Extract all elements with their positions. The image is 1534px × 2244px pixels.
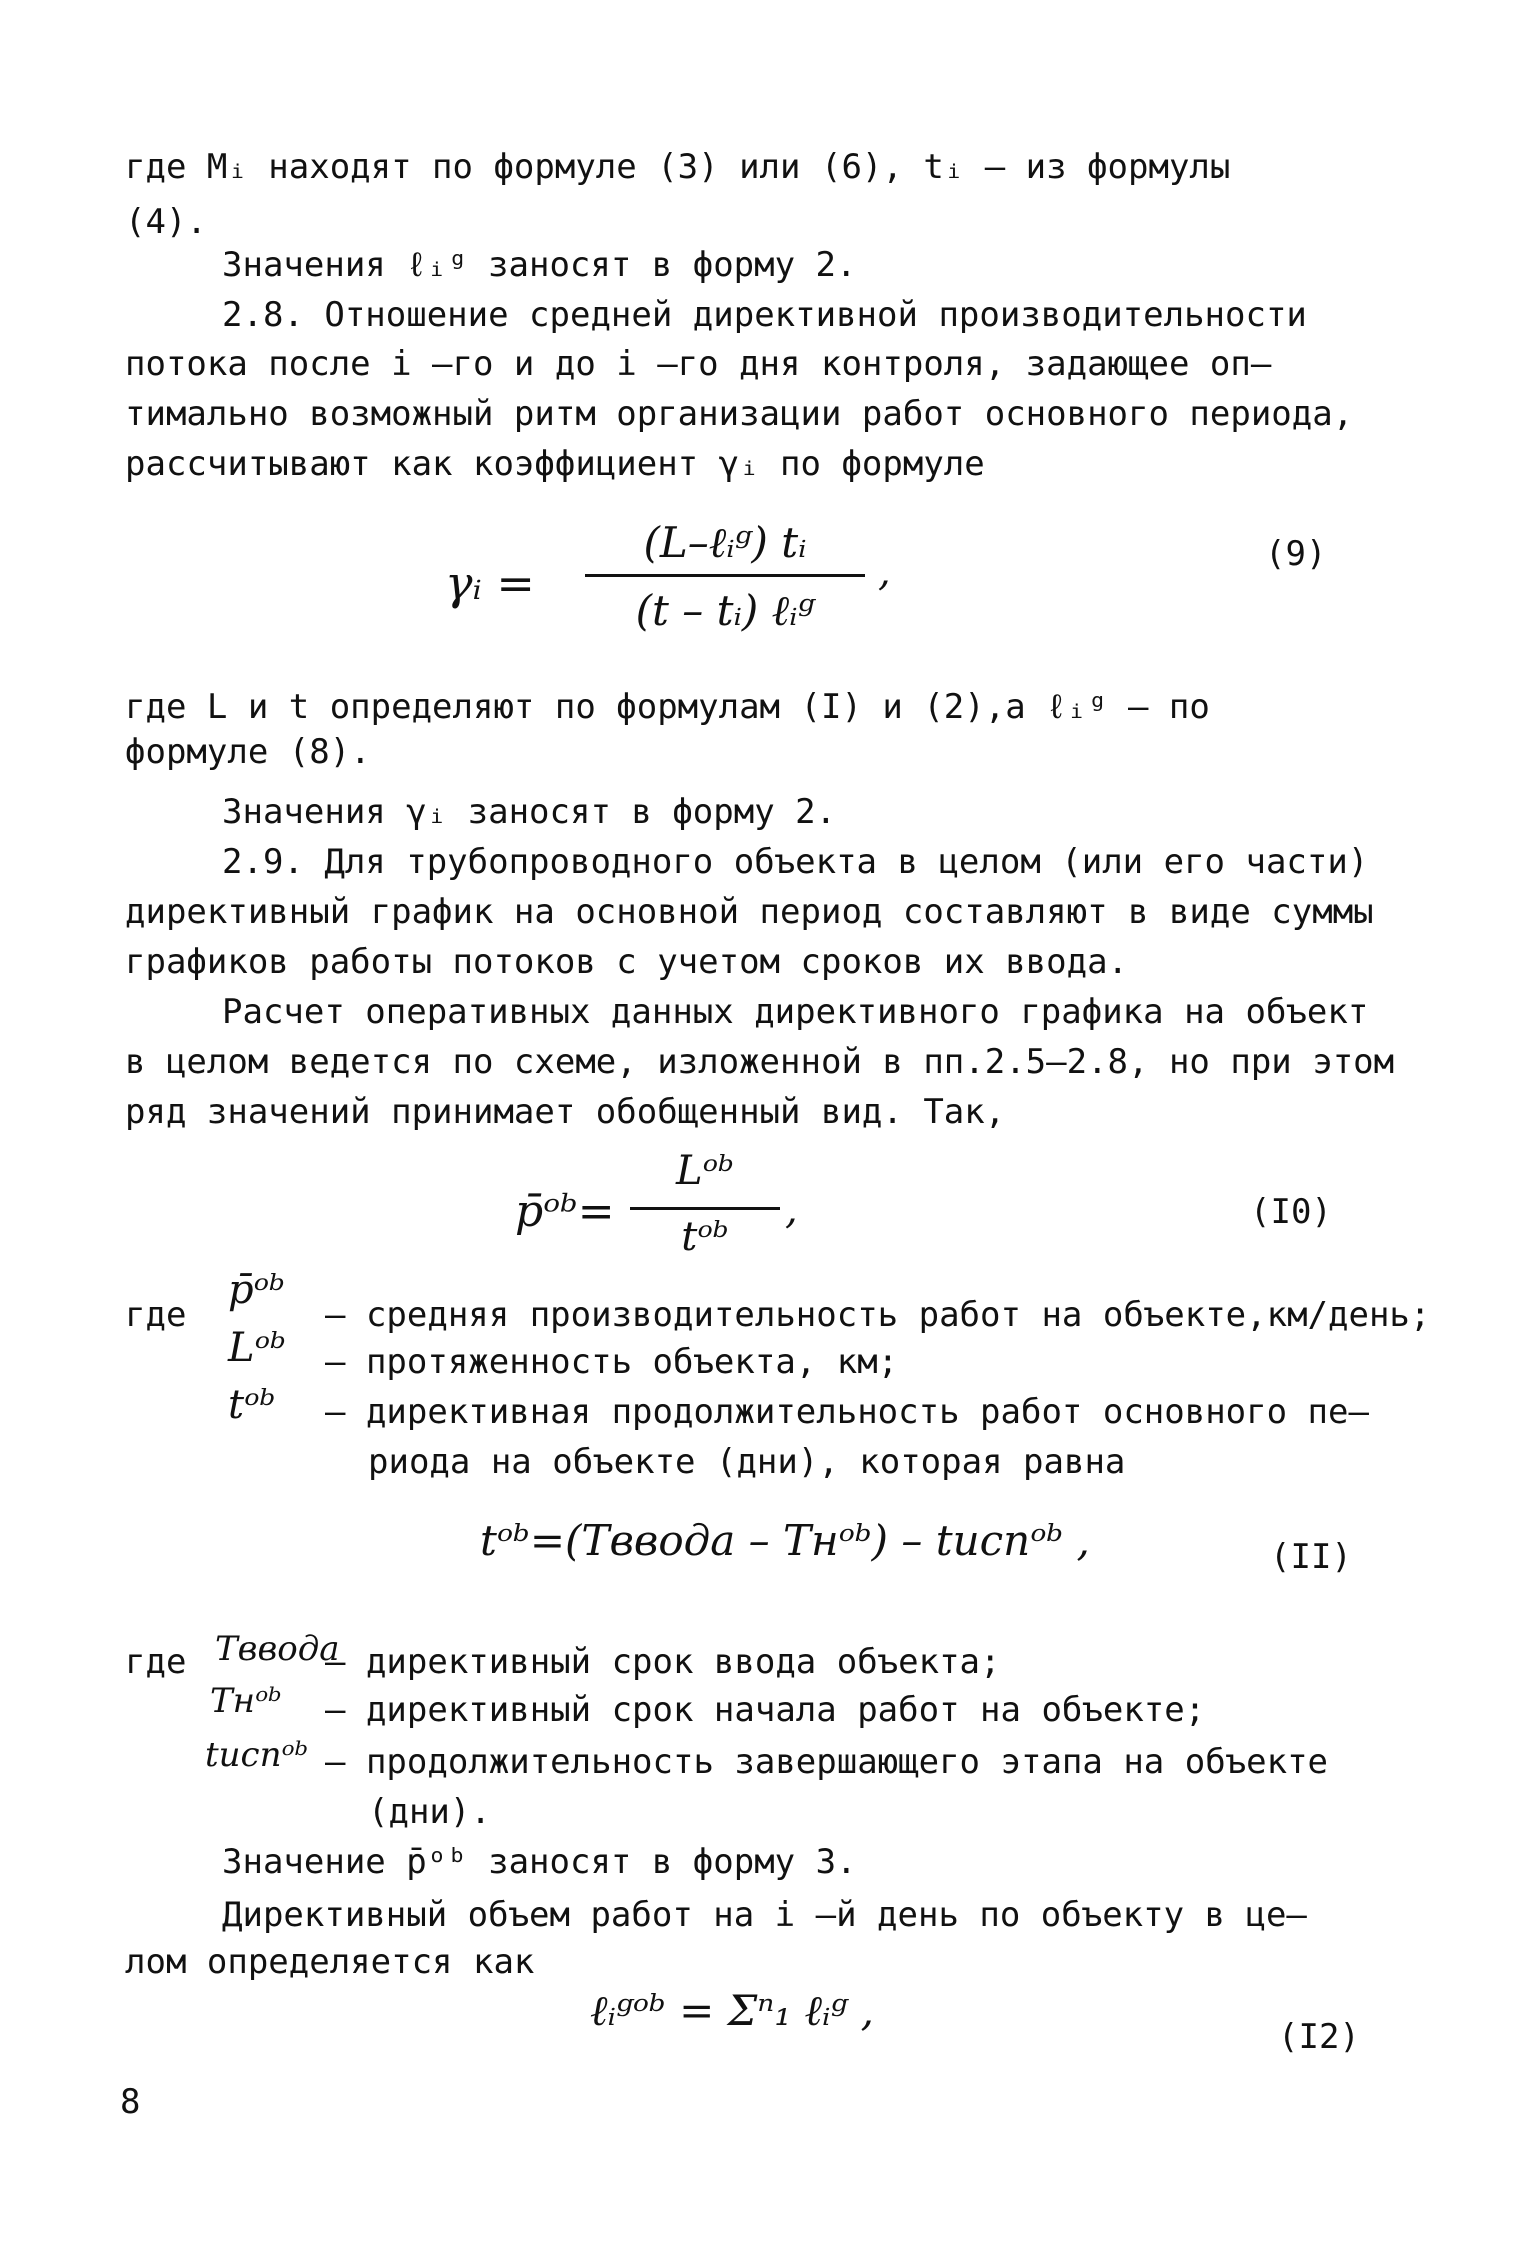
- text-line: Значение p̄ᵒᵇ заносят в форму 3.: [222, 1842, 857, 1882]
- text-line: формуле (8).: [125, 732, 371, 772]
- text-line: где L и t определяют по формулам (I) и (2),а ℓᵢᵍ – по: [125, 687, 1210, 727]
- text-line: где: [125, 1295, 187, 1335]
- text-line: Директивный объем работ на i –й день по объекту в це–: [222, 1895, 1307, 1935]
- text-line: (дни).: [368, 1792, 491, 1832]
- formula-12: ℓᵢᵍᵒᵇ = Σⁿ₁ ℓᵢᵍ ,: [590, 1986, 874, 2035]
- document-page: где Mᵢ находят по формуле (3) или (6), tᵢ – из формулы (4). Значения ℓᵢᵍ заносят в форму 2. 2.8. Отношение средней директивной производительности потока после i –го и до i –го дня контроля, задающее оп– тимально возможный ритм организации работ основного периода, рассчитывают как коэффициент γᵢ по формуле γᵢ = (L–ℓᵢᵍ) tᵢ (t – tᵢ) ℓᵢᵍ , (9) где L и t определяют по формулам (I) и (2),а ℓᵢᵍ – по формуле (8). Значения γᵢ заносят в форму 2. 2.9. Для трубопроводного объекта в целом (или его части) директивный график на основной период составляют в виде суммы графиков работы потоков с учетом сроков их ввода. Расчет оперативных данных директивного графика на объект в целом ведется по схеме, изложенной в пп.2.5–2.8, но при этом ряд значений принимает обобщенный вид. Так, p̄ᵒᵇ= Lᵒᵇ tᵒᵇ , (I0) где p̄ᵒᵇ – средняя производительность работ на объекте,км/день; Lᵒᵇ – протяженность объекта, км; tᵒᵇ – директивная продолжительность работ основного пе– риода на объекте (дни), которая равна tᵒᵇ=(Tввода – Tнᵒᵇ) – tиспᵒᵇ , (II) где Tввода – директивный срок ввода объекта; Tнᵒᵇ – директивный срок начала работ на объекте; tиспᵒᵇ – продолжительность завершающего этапа на объекте (дни). Значение p̄ᵒᵇ заносят в форму 3. Директивный объем работ на i –й день по объекту в це– лом определяется как ℓᵢᵍᵒᵇ = Σⁿ₁ ℓᵢᵍ , (I2) 8: [120, 147, 1431, 2122]
- fraction-bar: [630, 1207, 780, 1210]
- text-line: Значения γᵢ заносят в форму 2.: [222, 792, 837, 832]
- symbol-L-ob: Lᵒᵇ: [228, 1325, 286, 1371]
- text-line: тимально возможный ритм организации работ основного периода,: [125, 394, 1354, 434]
- text-line: директивный график на основной период составляют в виде суммы: [125, 892, 1374, 932]
- text-line: – продолжительность завершающего этапа на объекте: [325, 1742, 1329, 1782]
- equation-number: (9): [1265, 534, 1327, 574]
- text-line: в целом ведется по схеме, изложенной в пп.2.5–2.8, но при этом: [125, 1042, 1395, 1082]
- text-line: где: [125, 1642, 187, 1682]
- text-line: рассчитывают как коэффициент γᵢ по формуле: [125, 444, 985, 484]
- formula-10-numerator: Lᵒᵇ: [676, 1148, 734, 1194]
- text-line: – директивная продолжительность работ основного пе–: [325, 1392, 1369, 1432]
- equation-number: (I2): [1278, 2017, 1360, 2057]
- section-heading: 2.9. Для трубопроводного объекта в целом (или его части): [222, 842, 1369, 882]
- text-line: (4).: [125, 202, 207, 242]
- text-line: Расчет оперативных данных директивного графика на объект: [222, 992, 1369, 1032]
- text-line: где Mᵢ находят по формуле (3) или (6), tᵢ – из формулы: [125, 147, 1231, 187]
- text-line: графиков работы потоков с учетом сроков их ввода.: [125, 942, 1129, 982]
- text-line: Значения ℓᵢᵍ заносят в форму 2.: [222, 245, 857, 285]
- symbol-T-vvoda: Tввода: [215, 1629, 340, 1669]
- formula-9-denominator: (t – tᵢ) ℓᵢᵍ: [635, 586, 815, 635]
- text-line: ряд значений принимает обобщенный вид. Так,: [125, 1092, 1006, 1132]
- text-line: – директивный срок начала работ на объекте;: [325, 1690, 1206, 1730]
- symbol-T-n-ob: Tнᵒᵇ: [210, 1681, 282, 1721]
- formula-10-denominator: tᵒᵇ: [681, 1214, 729, 1260]
- symbol-t-ob: tᵒᵇ: [228, 1382, 276, 1428]
- equation-number: (I0): [1250, 1192, 1332, 1232]
- text-line: – директивный срок ввода объекта;: [325, 1642, 1001, 1682]
- text-line: – средняя производительность работ на объекте,км/день;: [325, 1295, 1431, 1335]
- text-line: – протяженность объекта, км;: [325, 1342, 899, 1382]
- formula-11: tᵒᵇ=(Tввода – Tнᵒᵇ) – tиспᵒᵇ ,: [480, 1516, 1090, 1565]
- equation-number: (II): [1270, 1537, 1352, 1577]
- symbol-p-ob: p̄ᵒᵇ: [228, 1267, 286, 1313]
- text-line: лом определяется как: [125, 1942, 535, 1982]
- formula-9-numerator: (L–ℓᵢᵍ) tᵢ: [643, 518, 807, 567]
- section-heading: 2.8. Отношение средней директивной производительности: [222, 295, 1307, 335]
- text-line: потока после i –го и до i –го дня контроля, задающее оп–: [125, 344, 1272, 384]
- text-line: риода на объекте (дни), которая равна: [368, 1442, 1126, 1482]
- fraction-bar: [585, 574, 865, 577]
- symbol-t-isp-ob: tиспᵒᵇ: [205, 1735, 309, 1775]
- page-number: 8: [120, 2082, 141, 2122]
